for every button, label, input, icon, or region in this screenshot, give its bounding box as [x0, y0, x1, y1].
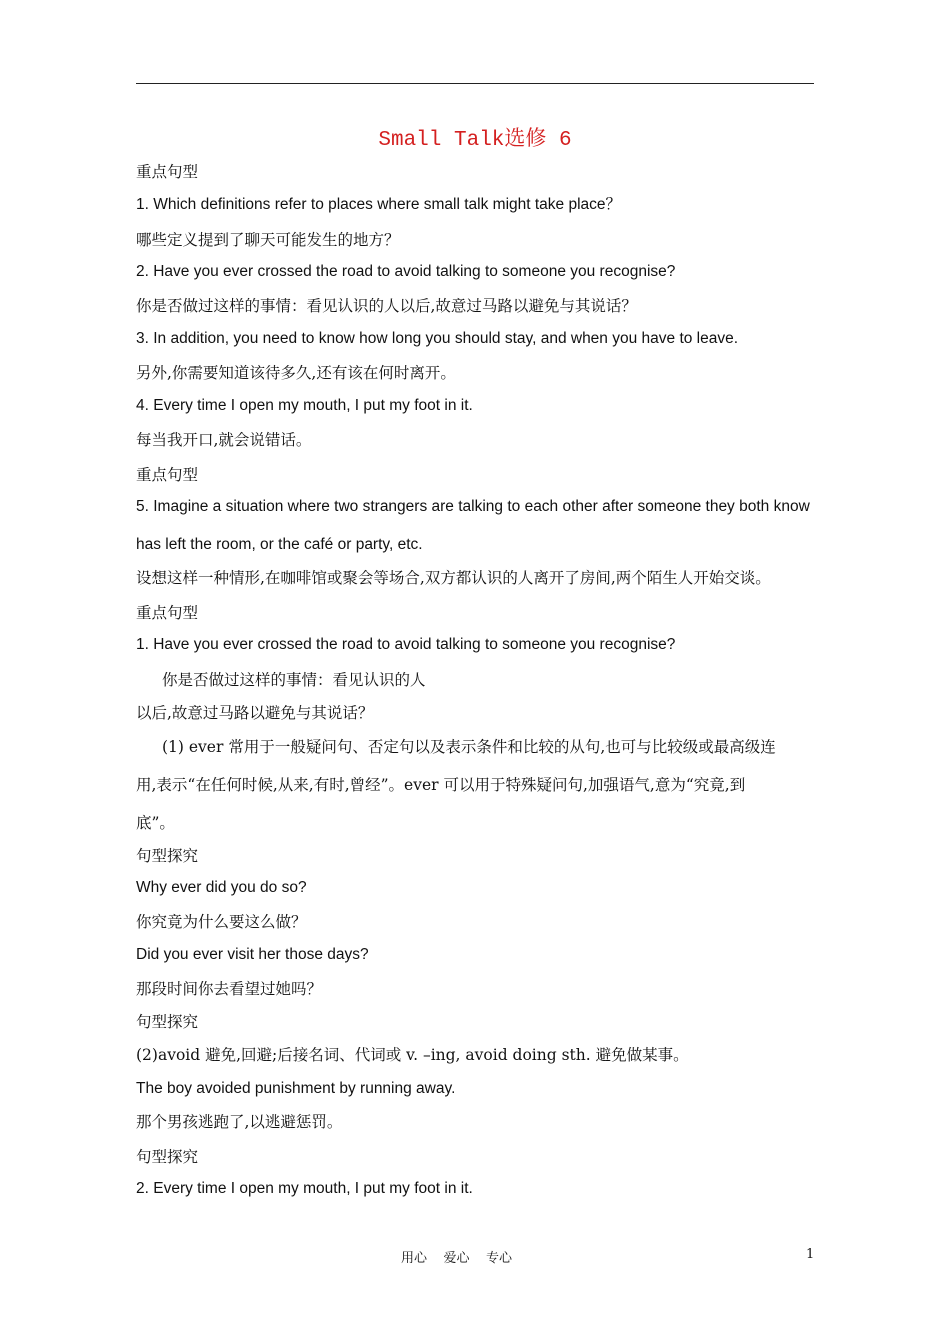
- example-cn: 那段时间你去看望过她吗？: [136, 980, 323, 998]
- explanation-text: 底”。: [136, 814, 175, 832]
- sentence-cn: 哪些定义提到了聊天可能发生的地方？: [136, 231, 400, 249]
- sentence-en: 1. Which definitions refer to places where small talk might take place？: [136, 196, 622, 213]
- section-heading: 重点句型: [136, 466, 199, 484]
- footer-motto: 用心 爱心 专心: [401, 1251, 513, 1266]
- sentence-en: has left the room, or the café or party, etc.: [136, 536, 423, 553]
- section-heading: 句型探究: [136, 1148, 199, 1166]
- sentence-en: 2. Every time I open my mouth, I put my foot in it.: [136, 1180, 473, 1197]
- section-heading: 重点句型: [136, 163, 199, 181]
- sentence-en: 2. Have you ever crossed the road to avoid talking to someone you recognise?: [136, 263, 676, 280]
- page-number: 1: [806, 1247, 815, 1262]
- section-heading: 句型探究: [136, 1013, 199, 1031]
- example-en: Why ever did you do so?: [136, 879, 307, 896]
- example-cn: 那个男孩逃跑了,以逃避惩罚。: [136, 1113, 343, 1131]
- example-cn: 你究竟为什么要这么做？: [136, 913, 307, 931]
- sentence-cn: 另外,你需要知道该待多久,还有该在何时离开。: [136, 364, 456, 382]
- example-en: Did you ever visit her those days?: [136, 946, 369, 963]
- sentence-en: 4. Every time I open my mouth, I put my foot in it.: [136, 397, 473, 414]
- header-rule: [136, 83, 814, 84]
- sentence-cn: 设想这样一种情形,在咖啡馆或聚会等场合,双方都认识的人离开了房间,两个陌生人开始交谈。: [136, 569, 771, 587]
- sentence-en: 5. Imagine a situation where two strangers are talking to each other after someone they both know: [136, 498, 810, 515]
- explanation-text: 用,表示“在任何时候,从来,有时,曾经”。ever 可以用于特殊疑问句,加强语气,意为“究竟,到: [136, 776, 746, 794]
- example-en: The boy avoided punishment by running away.: [136, 1080, 456, 1097]
- sentence-en: 1. Have you ever crossed the road to avoid talking to someone you recognise?: [136, 636, 676, 653]
- explanation-text: (1) ever 常用于一般疑问句、否定句以及表示条件和比较的从句,也可与比较级或最高级连: [162, 738, 776, 756]
- page-title: Small Talk选修 6: [378, 129, 572, 152]
- sentence-cn: 每当我开口,就会说错话。: [136, 431, 312, 449]
- section-heading: 句型探究: [136, 847, 199, 865]
- sentence-cn: 你是否做过这样的事情：看见认识的人以后,故意过马路以避免与其说话？: [136, 297, 637, 315]
- section-heading: 重点句型: [136, 604, 199, 622]
- explanation-text: (2)avoid 避免,回避;后接名词、代词或 v. –ing, avoid doing sth. 避免做某事。: [136, 1046, 689, 1064]
- sentence-en: 3. In addition, you need to know how long you should stay, and when you have to leave.: [136, 330, 739, 347]
- sentence-cn: 以后,故意过马路以避免与其说话？: [136, 704, 374, 722]
- sentence-cn: 你是否做过这样的事情：看见认识的人: [162, 671, 426, 689]
